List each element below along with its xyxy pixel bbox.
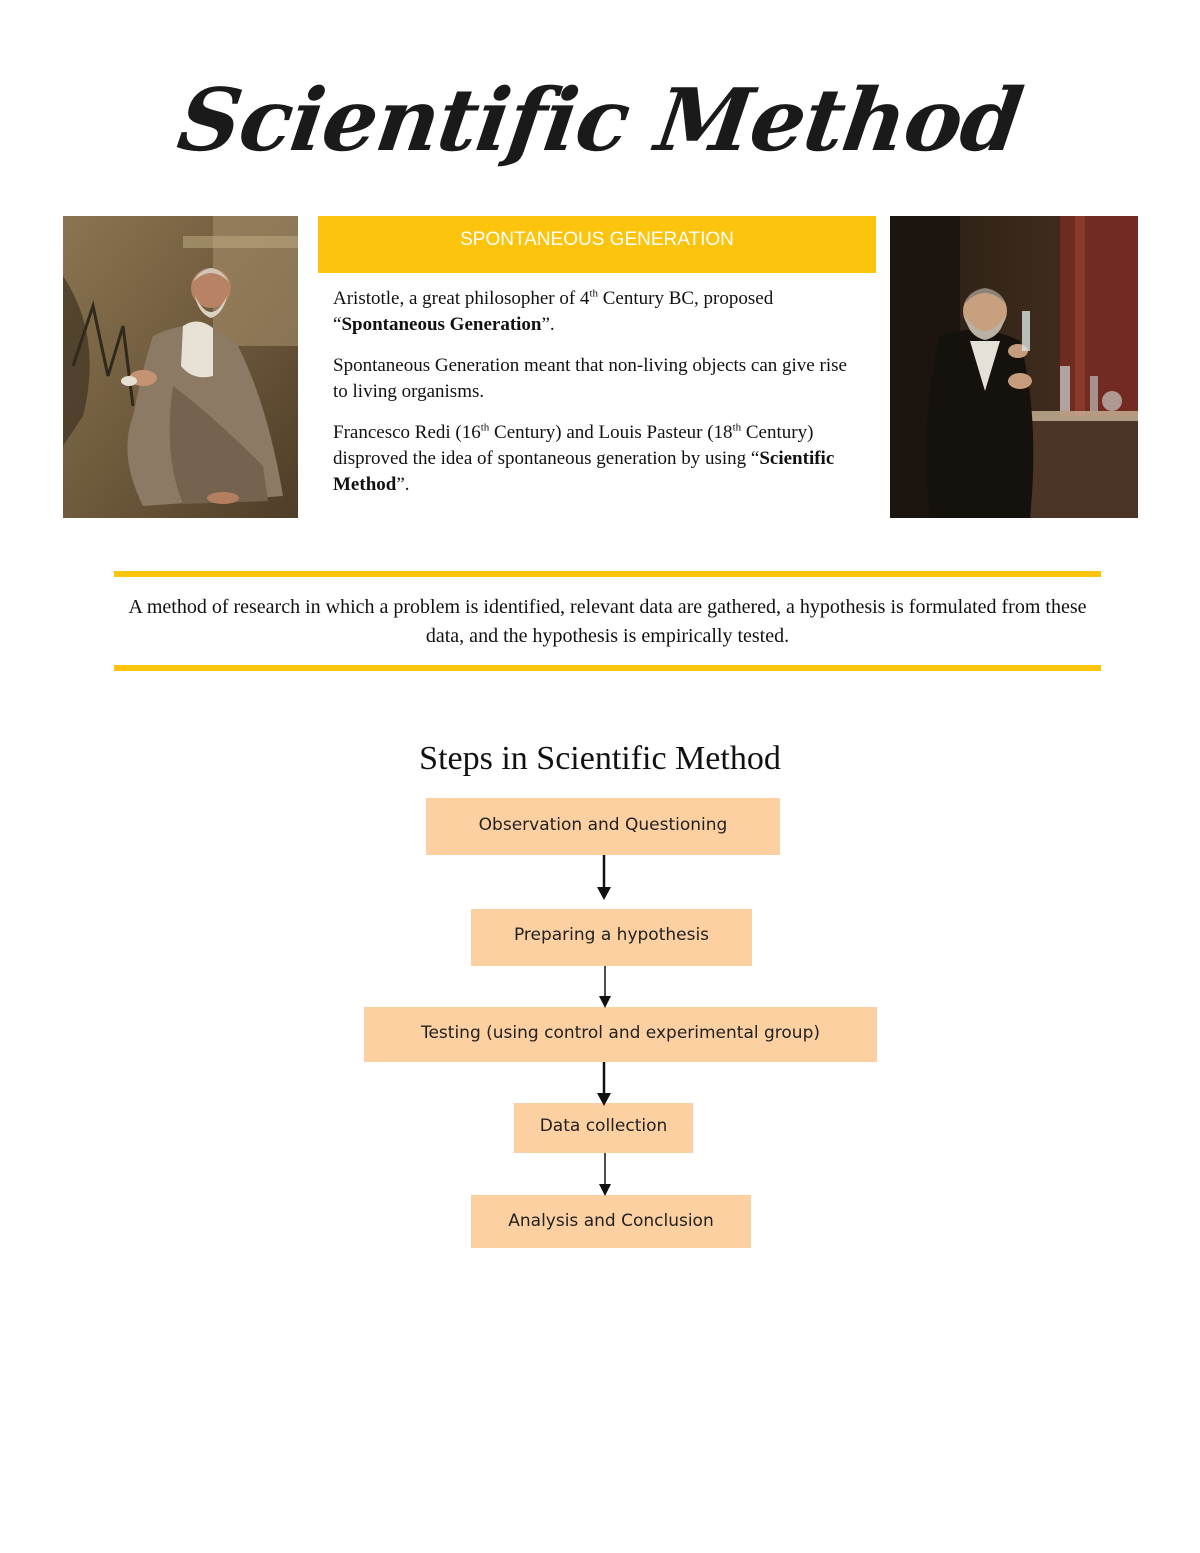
intro-p1-bold-term: Spontaneous Generation [341,314,542,335]
definition-bottom-rule [114,665,1101,671]
intro-p3-superscript-1: th [480,421,490,434]
step-testing: Testing (using control and experimental group) [364,1007,877,1062]
aristotle-portrait [63,216,298,518]
pasteur-portrait [890,216,1138,518]
intro-p1-part-b: Century BC, proposed [598,288,774,309]
arrow-down-icon [595,1153,615,1197]
intro-text [333,286,853,513]
intro-paragraph-1 [333,286,853,338]
intro-paragraph-2: Spontaneous Generation meant that non-living objects can give rise to living organisms. [333,355,847,402]
step-hypothesis: Preparing a hypothesis [471,909,752,966]
intro-p3-part-c: Century) disproved the idea of spontaneous generation by using “ [333,422,814,469]
intro-p1-superscript: th [589,287,598,300]
intro-p1-open-quote: “ [333,314,342,335]
steps-title: Steps in Scientific Method [419,740,781,777]
intro-paragraph-3 [333,420,853,498]
step-analysis: Analysis and Conclusion [471,1195,751,1248]
arrow-down-icon [594,855,614,901]
step-observation: Observation and Questioning [426,798,780,855]
intro-p1-part-a: Aristotle, a great philosopher of 4 [333,288,590,309]
intro-p3-close-quote: ”. [396,474,410,495]
intro-p3-bold-term: Scientific Method [333,448,835,495]
intro-p1-close-quote: ”. [541,314,555,335]
intro-p3-part-b: Century) and Louis Pasteur (18 [489,422,733,443]
intro-p3-part-a: Francesco Redi (16 [333,422,481,443]
definition-text: A method of research in which a problem is identified, relevant data are gathered, a hypothesis is formulated from these data, and the hypothesis is empirically tested. [128,596,1087,647]
page-title: Scientific Method [172,70,1028,171]
definition-top-rule [114,571,1101,577]
arrow-down-icon [594,1062,614,1107]
intro-p3-superscript-2: th [732,421,742,434]
section-banner: SPONTANEOUS GENERATION [318,216,876,273]
step-data-collection: Data collection [514,1103,693,1153]
arrow-down-icon [595,966,615,1009]
